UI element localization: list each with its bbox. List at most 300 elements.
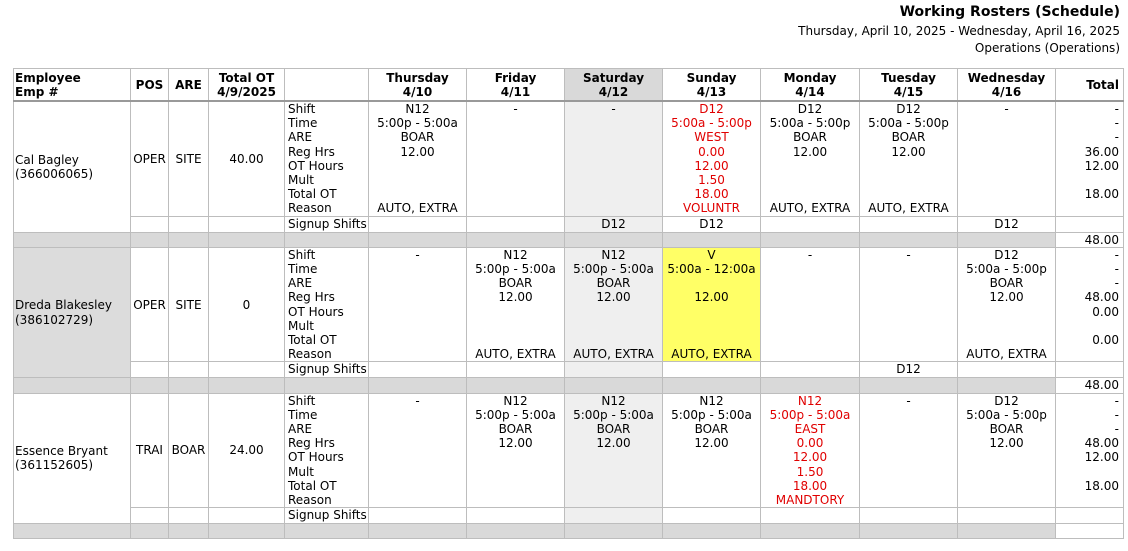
shift-cell[interactable] [369, 101, 467, 216]
signup-row [14, 362, 1124, 378]
shift-line: D12 [699, 102, 724, 116]
shift-line: BOAR [694, 422, 729, 437]
employee-total-ot: 40.00 [209, 101, 285, 216]
shift-line [860, 173, 957, 187]
shift-line [369, 333, 466, 347]
separator-cell [285, 524, 369, 539]
separator-cell [369, 378, 467, 393]
employee-total-ot: 24.00 [209, 393, 285, 508]
row-label: Mult [288, 464, 314, 479]
shift-line [958, 493, 1055, 507]
shift-line [565, 493, 662, 507]
signup-cell[interactable]: D12 [958, 216, 1056, 232]
shift-cell[interactable] [761, 247, 860, 362]
shift-line: 18.00 [694, 187, 729, 202]
header-row [14, 69, 1124, 102]
shift-line: 0.00 [698, 144, 725, 159]
shift-line [369, 290, 466, 304]
signup-pad [131, 216, 169, 232]
shift-line: 12.00 [989, 436, 1024, 451]
shift-line [369, 450, 466, 464]
employee-pos: OPER [131, 247, 169, 362]
row-label: Total OT [288, 478, 337, 493]
total-line: - [1114, 393, 1119, 408]
shift-line [369, 408, 466, 422]
total-line: 48.00 [1084, 290, 1119, 305]
total-line: - [1114, 422, 1119, 437]
week-total-row [14, 524, 1124, 539]
shift-cell[interactable] [958, 247, 1056, 362]
shift-line [663, 479, 760, 493]
shift-line: 5:00p - 5:00a [769, 407, 851, 422]
shift-line [958, 201, 1055, 215]
shift-line: N12 [503, 393, 528, 408]
shift-line: AUTO, EXTRA [868, 201, 949, 216]
shift-line [761, 173, 859, 187]
shift-line [860, 290, 957, 304]
totals-cell [1056, 101, 1124, 216]
total-line: 18.00 [1084, 187, 1119, 202]
shift-line [663, 450, 760, 464]
shift-line [958, 116, 1055, 130]
row-label: Total OT [288, 333, 337, 348]
signup-cell[interactable] [860, 216, 958, 232]
shift-line [860, 333, 957, 347]
separator-cell [285, 378, 369, 393]
shift-line: BOAR [400, 130, 435, 145]
separator-cell [958, 524, 1056, 539]
shift-line [761, 187, 859, 201]
separator-cell [860, 232, 958, 247]
shift-cell[interactable] [761, 101, 860, 216]
separator-cell [565, 232, 663, 247]
employee-pos: TRAI [131, 393, 169, 508]
shift-line: 5:00a - 5:00p [966, 262, 1047, 277]
employee-name: Dreda Blakesley [15, 298, 112, 313]
row-label: Time [288, 116, 318, 131]
shift-line [761, 319, 859, 333]
shift-line: 12.00 [694, 436, 729, 451]
shift-line: 12.00 [694, 158, 729, 173]
shift-line: BOAR [989, 422, 1024, 437]
shift-line [467, 333, 564, 347]
shift-line: - [513, 102, 518, 116]
shift-line: 12.00 [498, 290, 533, 305]
shift-line [663, 493, 760, 507]
shift-line [860, 187, 957, 201]
col-day-thursday: Thursday 4/10 [369, 69, 467, 102]
shift-line: 5:00a - 5:00p [769, 116, 851, 131]
signup-cell[interactable] [565, 362, 663, 378]
week-total [1056, 524, 1124, 539]
separator-cell [958, 232, 1056, 247]
shift-line [958, 187, 1055, 201]
signup-label: Signup Shifts [285, 216, 369, 232]
shift-line: - [807, 247, 813, 262]
shift-cell[interactable] [958, 101, 1056, 216]
shift-cell[interactable] [467, 247, 565, 362]
signup-cell[interactable] [958, 508, 1056, 524]
signup-cell[interactable] [958, 362, 1056, 378]
shift-line [761, 347, 859, 361]
shift-line [663, 465, 760, 479]
shift-line [565, 305, 662, 319]
signup-cell[interactable] [663, 508, 761, 524]
shift-cell[interactable] [467, 393, 565, 508]
shift-cell[interactable] [369, 393, 467, 508]
shift-line [761, 333, 859, 347]
shift-line: V [707, 247, 716, 262]
shift-line [958, 450, 1055, 464]
shift-line [958, 145, 1055, 159]
separator-cell [169, 232, 209, 247]
signup-row [14, 216, 1124, 232]
shift-line: BOAR [793, 130, 827, 145]
shift-line: 5:00p - 5:00a [475, 407, 556, 422]
shift-line [761, 276, 859, 290]
shift-cell[interactable] [467, 101, 565, 216]
employee-cell[interactable] [14, 393, 131, 524]
shift-cell[interactable] [565, 393, 663, 508]
row-labels [285, 393, 369, 508]
shift-line: D12 [994, 393, 1019, 408]
total-line: - [1114, 407, 1119, 422]
shift-line: 18.00 [792, 478, 828, 493]
shift-line: D12 [797, 102, 823, 116]
signup-cell[interactable] [369, 508, 467, 524]
separator-cell [285, 232, 369, 247]
shift-line [565, 145, 662, 159]
signup-cell[interactable] [369, 216, 467, 232]
shift-line: EAST [794, 422, 826, 437]
shift-line: - [415, 247, 420, 262]
signup-label: Signup Shifts [285, 362, 369, 378]
shift-line [860, 347, 957, 361]
shift-line [565, 319, 662, 333]
shift-line: - [611, 102, 616, 116]
signup-cell[interactable] [467, 508, 565, 524]
shift-line [860, 493, 957, 507]
signup-cell[interactable]: D12 [860, 362, 958, 378]
shift-line: WEST [694, 130, 729, 145]
row-label: Reason [288, 493, 332, 508]
shift-line [860, 408, 957, 422]
row-label: Reg Hrs [288, 290, 335, 305]
row-label: Shift [288, 102, 316, 116]
separator-cell [860, 524, 958, 539]
shift-line: D12 [896, 102, 921, 116]
shift-cell[interactable] [958, 393, 1056, 508]
shift-line: - [1004, 102, 1009, 116]
shift-line [860, 262, 957, 276]
shift-cell[interactable] [369, 247, 467, 362]
separator-cell [565, 378, 663, 393]
shift-line [467, 145, 564, 159]
shift-cell[interactable] [663, 247, 761, 362]
signup-cell[interactable] [761, 216, 860, 232]
shift-line [369, 422, 466, 436]
signup-pad [209, 216, 285, 232]
shift-line [369, 319, 466, 333]
col-day-saturday: Saturday 4/12 [565, 69, 663, 102]
row-label: OT Hours [288, 450, 344, 465]
shift-line [369, 479, 466, 493]
col-pos: POS [131, 69, 169, 102]
employee-name: Cal Bagley [15, 152, 79, 167]
signup-cell[interactable] [663, 362, 761, 378]
signup-cell[interactable] [467, 216, 565, 232]
shift-line: BOAR [596, 422, 631, 437]
signup-pad [1056, 362, 1124, 378]
col-total: Total [1056, 69, 1124, 102]
week-total-row [14, 378, 1124, 393]
signup-cell[interactable] [565, 508, 663, 524]
col-labels [285, 69, 369, 102]
row-label: ARE [288, 276, 313, 291]
col-day-sunday: Sunday 4/13 [663, 69, 761, 102]
shift-line [369, 493, 466, 507]
shift-line [565, 173, 662, 187]
totals-cell [1056, 247, 1124, 362]
totals-cell [1056, 393, 1124, 508]
shift-line: AUTO, EXTRA [475, 347, 556, 362]
signup-cell[interactable] [860, 508, 958, 524]
shift-line [860, 422, 957, 436]
col-day-wednesday: Wednesday 4/16 [958, 69, 1056, 102]
shift-line: 12.00 [400, 144, 435, 159]
shift-line: AUTO, EXTRA [573, 347, 654, 362]
total-line: - [1114, 130, 1119, 145]
employee-cell[interactable] [14, 101, 131, 232]
row-label: ARE [288, 422, 313, 437]
shift-line [369, 465, 466, 479]
row-label: Time [288, 407, 318, 422]
signup-pad [169, 362, 209, 378]
total-line [1056, 347, 1119, 361]
shift-line [663, 305, 760, 319]
total-line: 48.00 [1084, 436, 1119, 451]
shift-cell[interactable] [860, 393, 958, 508]
shift-line: N12 [601, 247, 626, 262]
signup-pad [169, 508, 209, 524]
report-date-range: Thursday, April 10, 2025 - Wednesday, April 16, 2025 [798, 24, 1120, 38]
shift-line [369, 436, 466, 450]
separator-cell [369, 524, 467, 539]
total-line: 18.00 [1084, 478, 1119, 493]
shift-line [860, 465, 957, 479]
shift-line: BOAR [989, 276, 1024, 291]
shift-line: 5:00p - 5:00a [475, 262, 556, 277]
separator-cell [663, 232, 761, 247]
shift-line [663, 319, 760, 333]
separator-cell [761, 378, 860, 393]
row-label: Time [288, 262, 318, 277]
signup-cell[interactable] [761, 508, 860, 524]
separator-cell [14, 378, 131, 393]
employee-number: (366006065) [15, 166, 94, 181]
shift-line [761, 290, 859, 304]
separator-cell [169, 378, 209, 393]
shift-line [369, 159, 466, 173]
shift-line [565, 465, 662, 479]
week-total: 48.00 [1056, 378, 1124, 393]
separator-cell [131, 232, 169, 247]
shift-line: BOAR [891, 130, 926, 145]
shift-cell[interactable] [761, 393, 860, 508]
shift-line: 5:00a - 12:00a [667, 262, 756, 277]
shift-line [369, 276, 466, 290]
col-day-monday: Monday 4/14 [761, 69, 860, 102]
total-line [1056, 319, 1119, 333]
shift-line: N12 [405, 102, 430, 116]
shift-line [860, 436, 957, 450]
row-labels [285, 101, 369, 216]
shift-line: AUTO, EXTRA [769, 201, 851, 216]
signup-cell[interactable] [467, 362, 565, 378]
separator-cell [14, 524, 131, 539]
shift-line: 5:00p - 5:00a [671, 407, 752, 422]
shift-line [369, 305, 466, 319]
shift-line: 1.50 [698, 173, 725, 188]
employee-number: (386102729) [15, 312, 94, 327]
shift-line: D12 [994, 247, 1019, 262]
total-line: 12.00 [1084, 158, 1119, 173]
separator-cell [14, 232, 131, 247]
row-label: Shift [288, 247, 316, 262]
shift-line [761, 262, 859, 276]
shift-line [565, 479, 662, 493]
shift-line [958, 333, 1055, 347]
shift-line [467, 159, 564, 173]
shift-cell[interactable] [860, 101, 958, 216]
shift-line: 12.00 [989, 290, 1024, 305]
signup-pad [169, 216, 209, 232]
shift-cell[interactable] [565, 247, 663, 362]
separator-cell [169, 524, 209, 539]
total-line: - [1114, 262, 1119, 277]
shift-line [958, 465, 1055, 479]
signup-cell[interactable]: D12 [565, 216, 663, 232]
separator-cell [761, 232, 860, 247]
total-line: 36.00 [1084, 144, 1119, 159]
shift-line: VOLUNTR [683, 201, 740, 216]
shift-line [467, 116, 564, 130]
separator-cell [209, 378, 285, 393]
total-line: - [1114, 276, 1119, 291]
row-label: Reg Hrs [288, 144, 335, 159]
separator-cell [860, 378, 958, 393]
report-title: Working Rosters (Schedule) [899, 4, 1120, 20]
shift-line: 12.00 [792, 144, 828, 159]
employee-cell[interactable] [14, 247, 131, 378]
shift-line [860, 276, 957, 290]
separator-cell [131, 524, 169, 539]
total-line [1056, 465, 1119, 479]
signup-pad [1056, 508, 1124, 524]
shift-line [958, 159, 1055, 173]
shift-cell[interactable] [565, 101, 663, 216]
shift-line: - [906, 393, 911, 408]
roster-table [13, 68, 1124, 539]
signup-cell[interactable]: D12 [663, 216, 761, 232]
shift-line: 5:00a - 5:00p [671, 116, 752, 131]
row-label: Reason [288, 347, 332, 362]
signup-pad [131, 508, 169, 524]
shift-line [761, 159, 859, 173]
separator-cell [369, 232, 467, 247]
total-line: 12.00 [1084, 450, 1119, 465]
separator-cell [467, 524, 565, 539]
employee-row [14, 393, 1124, 508]
employee-are: SITE [169, 101, 209, 216]
separator-cell [467, 378, 565, 393]
shift-line: - [415, 393, 420, 408]
signup-cell[interactable] [761, 362, 860, 378]
employee-pos: OPER [131, 101, 169, 216]
separator-cell [209, 524, 285, 539]
separator-cell [467, 232, 565, 247]
col-day-tuesday: Tuesday 4/15 [860, 69, 958, 102]
separator-cell [565, 524, 663, 539]
shift-line [369, 347, 466, 361]
signup-pad [209, 508, 285, 524]
row-label: Reason [288, 201, 332, 216]
shift-line [565, 130, 662, 144]
shift-line [958, 173, 1055, 187]
shift-cell[interactable] [663, 393, 761, 508]
signup-cell[interactable] [369, 362, 467, 378]
shift-line: AUTO, EXTRA [966, 347, 1047, 362]
row-label: ARE [288, 130, 313, 145]
shift-line: 5:00a - 5:00p [966, 407, 1047, 422]
col-employee: Employee Emp # [14, 69, 131, 102]
shift-line [467, 479, 564, 493]
shift-line [467, 493, 564, 507]
shift-line: 12.00 [596, 290, 631, 305]
shift-line [958, 130, 1055, 144]
col-are: ARE [169, 69, 209, 102]
separator-cell [131, 378, 169, 393]
employee-row [14, 101, 1124, 216]
total-line [1056, 201, 1119, 215]
shift-cell[interactable] [860, 247, 958, 362]
shift-line: 12.00 [891, 144, 926, 159]
row-label: Total OT [288, 187, 337, 202]
shift-line: 12.00 [596, 436, 631, 451]
signup-pad [131, 362, 169, 378]
col-day-friday: Friday 4/11 [467, 69, 565, 102]
shift-line [860, 305, 957, 319]
shift-line [565, 450, 662, 464]
shift-cell[interactable] [663, 101, 761, 216]
shift-line [467, 305, 564, 319]
shift-line: 12.00 [498, 436, 533, 451]
separator-cell [663, 378, 761, 393]
shift-line [860, 479, 957, 493]
shift-line [565, 187, 662, 201]
shift-line: BOAR [596, 276, 631, 291]
shift-line: MANDTORY [775, 493, 845, 508]
row-label: Reg Hrs [288, 436, 335, 451]
shift-line [467, 130, 564, 144]
shift-line: 12.00 [694, 290, 729, 305]
employee-total-ot: 0 [209, 247, 285, 362]
shift-line: N12 [503, 247, 528, 262]
report-department: Operations (Operations) [974, 41, 1120, 55]
employee-row [14, 247, 1124, 362]
shift-line [663, 276, 760, 290]
total-line [1056, 493, 1119, 507]
